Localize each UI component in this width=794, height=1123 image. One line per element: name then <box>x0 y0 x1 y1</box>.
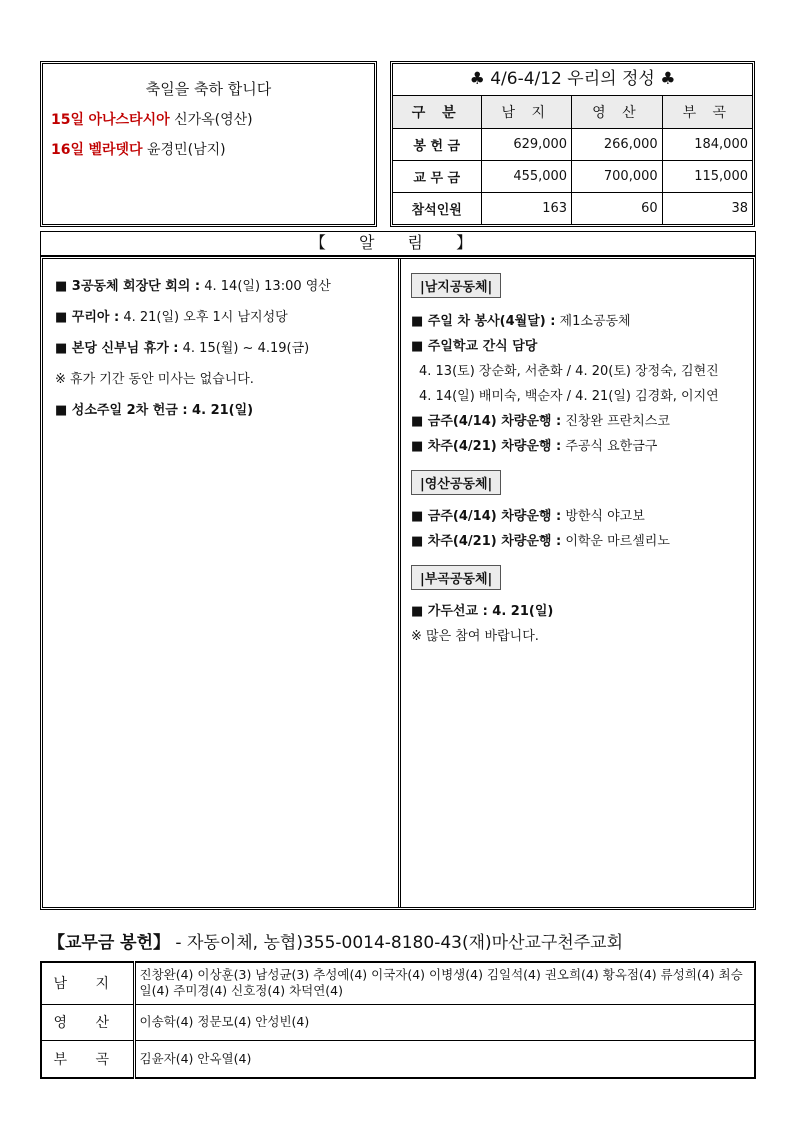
community-heading-yeongsan: |영산공동체| <box>411 470 501 495</box>
column-header: 남 지 <box>481 96 572 128</box>
table-row <box>393 128 752 160</box>
saint-name: 벨라뎃다 <box>88 142 143 158</box>
table-cell: 184,000 <box>662 128 752 160</box>
donor-list: 진창완(4) 이상훈(3) 남성균(3) 추성예(4) 이국자(4) 이병생(4) 김일석(4) 권오희(4) 황옥점(4) 류성희(4) 최승일(4) 주미경(4) 신호정(4) 차덕연(4) <box>134 962 755 1004</box>
donor-list: 김윤자(4) 안옥열(4) <box>134 1040 755 1078</box>
saint-name: 아나스타시아 <box>88 112 170 128</box>
table-cell: 700,000 <box>572 160 663 192</box>
tithe-donor-table <box>40 961 756 1079</box>
notice-detail-line: 4. 13(토) 장순화, 서춘화 / 4. 20(토) 장정숙, 김현진 <box>419 364 719 379</box>
notice-item: ■ 꾸리아 : 4. 21(일) 오후 1시 남지성당 <box>55 310 288 325</box>
notice-note: ※ 많은 참여 바랍니다. <box>411 629 539 644</box>
tithe-title <box>48 928 623 953</box>
community-heading-bugok: |부곡공동체| <box>411 565 501 590</box>
feast-day: 15일 <box>51 112 85 128</box>
notice-item: ■ 금주(4/14) 차량운행 : 방한식 야고보 <box>411 509 645 524</box>
table-row <box>393 160 752 192</box>
table-cell: 115,000 <box>662 160 752 192</box>
column-header: 구 분 <box>393 96 481 128</box>
person-name: 윤경민(남지) <box>147 142 226 158</box>
table-row <box>41 962 755 1004</box>
row-label: 남 지 <box>41 962 134 1004</box>
offering-title: ♣ 4/6-4/12 우리의 정성 ♣ <box>393 64 752 96</box>
notice-banner: 【 알 림 】 <box>40 231 756 256</box>
table-row <box>393 192 752 224</box>
table-cell: 38 <box>662 192 752 224</box>
table-cell: 455,000 <box>481 160 572 192</box>
row-label: 교 무 금 <box>393 160 481 192</box>
column-header: 부 곡 <box>662 96 752 128</box>
notice-item: ■ 주일 차 봉사(4월달) : 제1소공동체 <box>411 314 631 329</box>
greeting-row <box>51 139 374 159</box>
row-label: 영 산 <box>41 1004 134 1040</box>
table-cell: 629,000 <box>481 128 572 160</box>
person-name: 신가옥(영산) <box>174 112 253 128</box>
notice-item: ■ 본당 신부님 휴가 : 4. 15(월) ~ 4.19(금) <box>55 341 310 356</box>
row-label: 봉 헌 금 <box>393 128 481 160</box>
notice-item: ■ 주일학교 간식 담당 <box>411 339 538 354</box>
greeting-row <box>51 109 374 129</box>
table-row <box>41 1004 755 1040</box>
table-cell: 60 <box>572 192 663 224</box>
greeting-title: 축일을 축하 합니다 <box>145 80 272 98</box>
row-label: 부 곡 <box>41 1040 134 1078</box>
tithe-account-info: - 자동이체, 농협)355-0014-8180-43(재)마산교구천주교회 <box>170 933 624 953</box>
column-header: 영 산 <box>572 96 663 128</box>
community-heading-namji: |남지공동체| <box>411 273 501 298</box>
table-cell: 266,000 <box>572 128 663 160</box>
notice-item: ■ 성소주일 2차 헌금 : 4. 21(일) <box>55 403 254 418</box>
notice-item: ■ 차주(4/21) 차량운행 : 이학운 마르셀리노 <box>411 534 670 549</box>
feast-day: 16일 <box>51 142 85 158</box>
notice-right-column <box>401 259 753 907</box>
offering-summary-box <box>390 61 755 227</box>
notice-body <box>40 256 756 910</box>
notice-detail-line: 4. 14(일) 배미숙, 백순자 / 4. 21(일) 김경화, 이지연 <box>419 389 719 404</box>
tithe-title-bold: 【교무금 봉헌】 <box>48 933 171 953</box>
notice-item: ■ 금주(4/14) 차량운행 : 진창완 프란치스코 <box>411 414 670 429</box>
row-label: 참석인원 <box>393 192 481 224</box>
offering-table <box>393 96 752 224</box>
table-row <box>41 1040 755 1078</box>
notice-item: ■ 가두선교 : 4. 21(일) <box>411 604 554 619</box>
notice-note: ※ 휴가 기간 동안 미사는 없습니다. <box>55 372 254 387</box>
donor-list: 이송학(4) 정문모(4) 안성빈(4) <box>134 1004 755 1040</box>
notice-item: ■ 차주(4/21) 차량운행 : 주공식 요한금구 <box>411 439 658 454</box>
table-cell: 163 <box>481 192 572 224</box>
notice-item: ■ 3공동체 회장단 회의 : 4. 14(일) 13:00 영산 <box>55 279 331 294</box>
table-header-row <box>393 96 752 128</box>
notice-left-column <box>43 259 401 907</box>
feast-day-greeting-box <box>40 61 377 227</box>
